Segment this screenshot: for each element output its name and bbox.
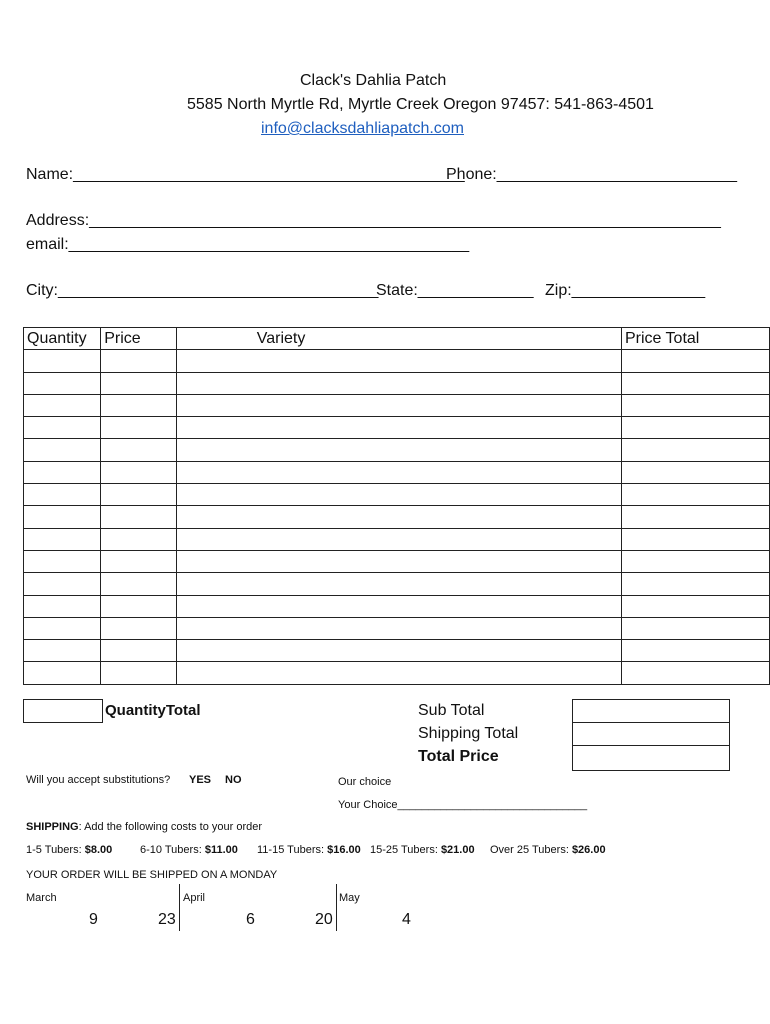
rate-label: Over 25 Tubers: xyxy=(490,844,569,856)
sub-total-box[interactable] xyxy=(572,699,730,723)
variety-header: Variety xyxy=(176,328,621,350)
shipping-rate-2 xyxy=(140,844,238,856)
order-row xyxy=(24,484,770,506)
order-row xyxy=(24,550,770,572)
quantity-cell[interactable] xyxy=(24,662,101,684)
quantity-cell[interactable] xyxy=(24,350,101,372)
price-total-cell[interactable] xyxy=(621,394,769,416)
quantity-cell[interactable] xyxy=(24,573,101,595)
rate-price: $11.00 xyxy=(204,844,238,856)
variety-cell[interactable] xyxy=(176,484,621,506)
order-table xyxy=(23,327,770,685)
may-divider xyxy=(336,884,337,931)
price-total-cell[interactable] xyxy=(621,461,769,483)
business-address-phone: 5585 North Myrtle Rd, Myrtle Creek Oregon 97457: 541-863-4501 xyxy=(187,96,654,113)
quantity-cell[interactable] xyxy=(24,439,101,461)
price-cell[interactable] xyxy=(101,662,177,684)
variety-cell[interactable] xyxy=(176,350,621,372)
price-cell[interactable] xyxy=(101,506,177,528)
order-row xyxy=(24,439,770,461)
zip-field[interactable]: Zip:_______________ xyxy=(545,282,706,299)
shipping-text: : Add the following costs to your order xyxy=(78,821,263,833)
order-row xyxy=(24,528,770,550)
order-row xyxy=(24,394,770,416)
shipping-rate-4 xyxy=(370,844,475,856)
price-cell[interactable] xyxy=(101,417,177,439)
price-cell[interactable] xyxy=(101,528,177,550)
shipping-note xyxy=(26,821,262,833)
ship-day[interactable]: 4 xyxy=(402,911,411,928)
price-cell[interactable] xyxy=(101,550,177,572)
price-header: Price xyxy=(101,328,177,350)
state-field[interactable]: State:_____________ xyxy=(376,282,534,299)
rate-price: $8.00 xyxy=(84,844,113,856)
rate-price: $26.00 xyxy=(571,844,606,856)
price-total-cell[interactable] xyxy=(621,617,769,639)
variety-cell[interactable] xyxy=(176,461,621,483)
price-total-cell[interactable] xyxy=(621,528,769,550)
order-row xyxy=(24,617,770,639)
shipping-rate-5 xyxy=(490,844,606,856)
quantity-cell[interactable] xyxy=(24,394,101,416)
price-cell[interactable] xyxy=(101,484,177,506)
price-cell[interactable] xyxy=(101,573,177,595)
quantity-cell[interactable] xyxy=(24,461,101,483)
shipping-total-label: Shipping Total xyxy=(418,725,519,742)
quantity-cell[interactable] xyxy=(24,640,101,662)
rate-label: 6-10 Tubers: xyxy=(140,844,202,856)
our-choice-option[interactable]: Our choice xyxy=(338,776,392,788)
variety-cell[interactable] xyxy=(176,417,621,439)
total-price-label: Total Price xyxy=(418,748,499,765)
substitutions-question: Will you accept substitutions? xyxy=(26,774,171,786)
quantity-cell[interactable] xyxy=(24,484,101,506)
variety-cell[interactable] xyxy=(176,439,621,461)
price-total-cell[interactable] xyxy=(621,372,769,394)
quantity-total-box[interactable] xyxy=(23,699,103,723)
price-cell[interactable] xyxy=(101,394,177,416)
ship-day[interactable]: 20 xyxy=(315,911,333,928)
shipping-rate-1 xyxy=(26,844,112,856)
city-field[interactable]: City:____________________________________ xyxy=(26,282,379,299)
rate-label: 11-15 Tubers: xyxy=(257,844,325,856)
price-total-cell[interactable] xyxy=(621,484,769,506)
order-row xyxy=(24,461,770,483)
rate-label: 1-5 Tubers: xyxy=(26,844,82,856)
price-total-cell[interactable] xyxy=(621,640,769,662)
price-total-cell[interactable] xyxy=(621,573,769,595)
variety-cell[interactable] xyxy=(176,595,621,617)
business-name: Clack's Dahlia Patch xyxy=(300,72,447,89)
name-field[interactable]: Name:____________________________________________ xyxy=(26,166,465,183)
sub-total-label: Sub Total xyxy=(418,702,485,719)
variety-cell[interactable] xyxy=(176,550,621,572)
variety-cell[interactable] xyxy=(176,662,621,684)
price-total-header: Price Total xyxy=(621,328,769,350)
monday-shipping-note: YOUR ORDER WILL BE SHIPPED ON A MONDAY xyxy=(26,869,278,881)
total-price-box[interactable] xyxy=(572,745,730,771)
price-total-cell[interactable] xyxy=(621,662,769,684)
month-march: March xyxy=(26,892,57,904)
variety-cell[interactable] xyxy=(176,372,621,394)
order-row xyxy=(24,506,770,528)
price-cell[interactable] xyxy=(101,595,177,617)
shipping-rate-3 xyxy=(257,844,361,856)
price-total-cell[interactable] xyxy=(621,506,769,528)
quantity-cell[interactable] xyxy=(24,372,101,394)
your-choice-field[interactable]: Your Choice_______________________________ xyxy=(338,799,588,811)
price-cell[interactable] xyxy=(101,372,177,394)
price-total-cell[interactable] xyxy=(621,350,769,372)
variety-cell[interactable] xyxy=(176,640,621,662)
variety-cell[interactable] xyxy=(176,528,621,550)
variety-cell[interactable] xyxy=(176,617,621,639)
april-divider xyxy=(179,884,180,931)
quantity-total-label: QuantityTotal xyxy=(105,702,201,719)
quantity-cell[interactable] xyxy=(24,550,101,572)
price-total-cell[interactable] xyxy=(621,550,769,572)
rate-label: 15-25 Tubers: xyxy=(370,844,438,856)
quantity-cell[interactable] xyxy=(24,506,101,528)
quantity-cell[interactable] xyxy=(24,528,101,550)
variety-cell[interactable] xyxy=(176,394,621,416)
order-row xyxy=(24,640,770,662)
quantity-cell[interactable] xyxy=(24,617,101,639)
ship-day[interactable]: 6 xyxy=(246,911,255,928)
price-total-cell[interactable] xyxy=(621,439,769,461)
month-april: April xyxy=(183,892,206,904)
ship-day[interactable]: 9 xyxy=(89,911,98,928)
order-row xyxy=(24,595,770,617)
ship-day[interactable]: 23 xyxy=(158,911,176,928)
price-cell[interactable] xyxy=(101,617,177,639)
quantity-cell[interactable] xyxy=(24,595,101,617)
order-row xyxy=(24,662,770,684)
variety-cell[interactable] xyxy=(176,506,621,528)
price-total-cell[interactable] xyxy=(621,595,769,617)
email-field[interactable]: email:_____________________________________________ xyxy=(26,236,470,253)
month-may: May xyxy=(339,892,360,904)
price-cell[interactable] xyxy=(101,350,177,372)
rate-price: $21.00 xyxy=(440,844,475,856)
no-option[interactable]: NO xyxy=(225,774,242,786)
quantity-cell[interactable] xyxy=(24,417,101,439)
business-email-link[interactable]: info@clacksdahliapatch.com xyxy=(261,120,465,137)
phone-field[interactable]: Phone:___________________________ xyxy=(446,166,737,183)
yes-option[interactable]: YES xyxy=(189,774,212,786)
quantity-header: Quantity xyxy=(24,328,101,350)
order-row xyxy=(24,417,770,439)
rate-price: $16.00 xyxy=(327,844,361,856)
price-cell[interactable] xyxy=(101,439,177,461)
price-cell[interactable] xyxy=(101,640,177,662)
order-row xyxy=(24,372,770,394)
shipping-label: SHIPPING xyxy=(26,821,79,833)
address-field[interactable]: Address:_______________________________________________________________________ xyxy=(26,212,721,229)
order-row xyxy=(24,573,770,595)
price-cell[interactable] xyxy=(101,461,177,483)
table-header-row xyxy=(24,328,770,350)
order-row xyxy=(24,350,770,372)
price-total-cell[interactable] xyxy=(621,417,769,439)
variety-cell[interactable] xyxy=(176,573,621,595)
shipping-total-box[interactable] xyxy=(572,722,730,746)
